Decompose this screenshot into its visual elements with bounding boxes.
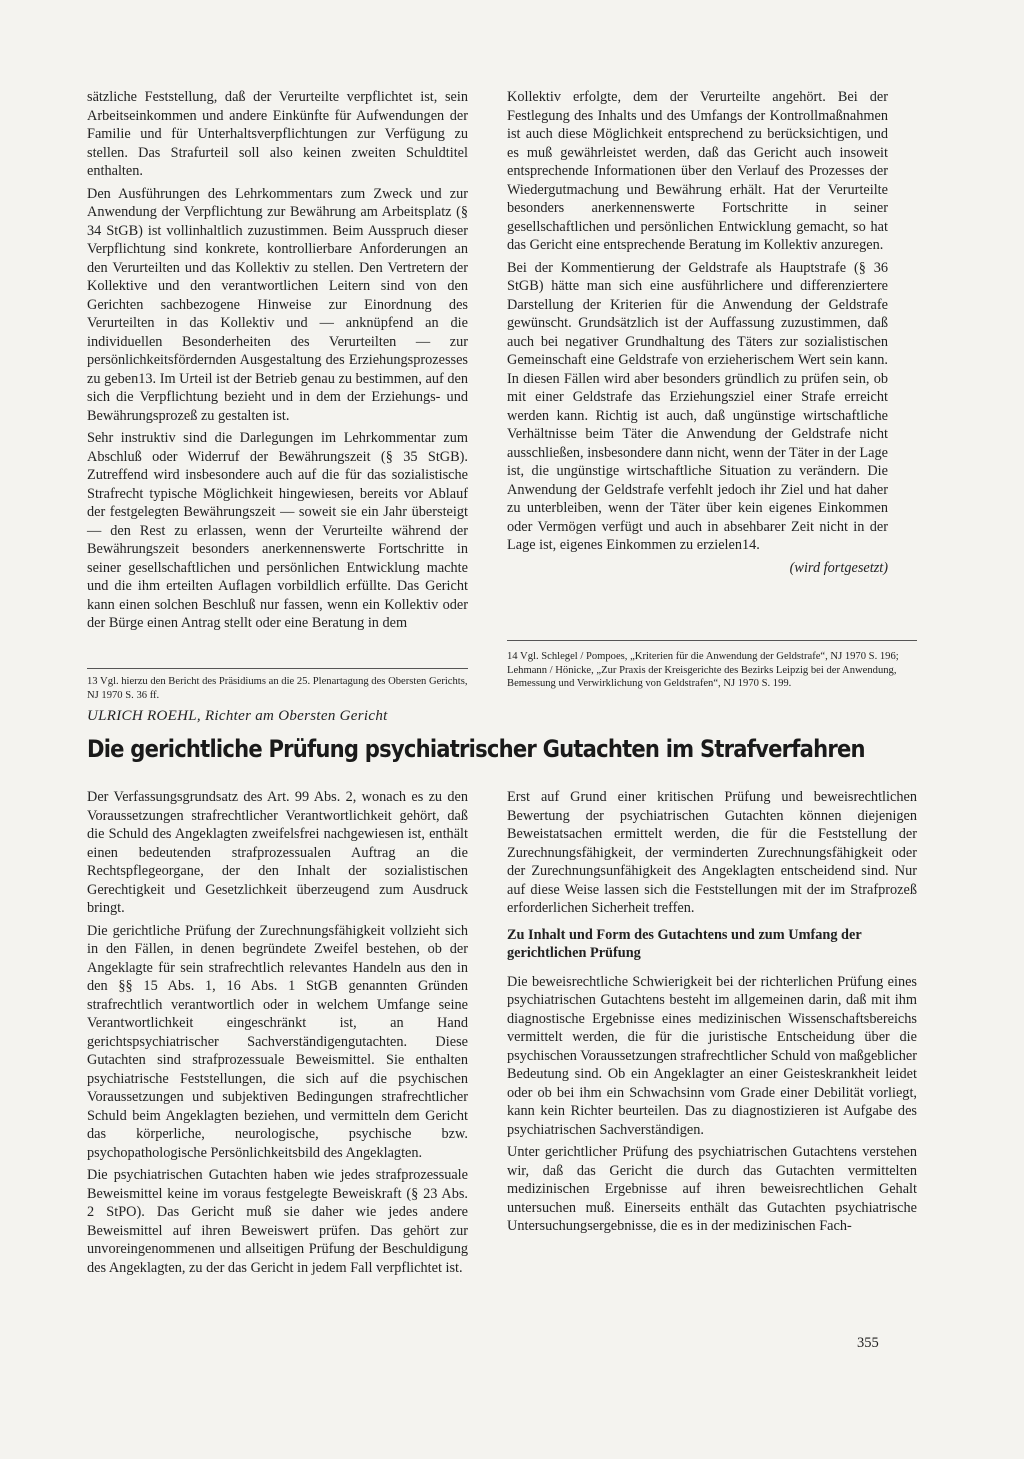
paragraph: Bei der Kommentierung der Geldstrafe als Hauptstrafe (§ 36 StGB) hätte man sich eine ausführlichere und differenziertere Darstellung der Kriterien für die Anwendung der Geldstrafe gewünscht. Grundsätzlich ist der Auffassung zuzustimmen, daß auch bei negativer Grundhaltung des Täters zur sozialistischen Gemeinschaft eine Geldstrafe von erzieherischem Wert sein kann. In diesen Fällen wird aber besonders gründlich zu prüfen sein, ob mit einer Geldstrafe das Erziehungsziel einer Strafe erreicht werden kann. Richtig ist auch, daß ungünstige wirtschaftliche Verhältnisse beim Täter die Anwendung der Geldstrafe nicht ausschließen, insbesondere dann nicht, wenn der Täter in der Lage ist, die ungünstige wirtschaftliche Situation zu verändern. Die Anwendung der Geldstrafe verfehlt jedoch ihr Ziel und hat daher zu unterbleiben, wenn der Täter über kein eigenes Einkommen oder Vermögen verfügt und auch in absehbarer Zeit nicht in der Lage ist, eigenes Einkommen zu erzielen14. — [507, 259, 888, 553]
paragraph: Der Verfassungsgrundsatz des Art. 99 Abs. 2, wonach es zu den Voraussetzungen strafrechtlicher Verantwortlichkeit gehört, daß die Schuld des Angeklagten zweifelsfrei nachgewiesen ist, enthält einen bedeutenden strafprozessualen Auftrag an die Rechtspflegeorgane, der den Inhalt der sozialistischen Gerechtigkeit und Gesetzlichkeit überzeugend zum Ausdruck bringt. — [87, 789, 468, 916]
paragraph: Die beweisrechtliche Schwierigkeit bei der richterlichen Prüfung eines psychiatrischen Gutachtens besteht im allgemeinen darin, daß mit ihm diagnostische Ergebnisse eines medizinischen Wissenschaftsbereichs vermittelt werden, die für die juristische Entscheidung über die psychischen Voraussetzungen strafrechtlicher Schuld von maßgeblicher Bedeutung sind. Ob ein Angeklagter an einer Geisteskrankheit leidet oder ob bei ihm ein Schwachsinn vom Grade einer Debilität vorliegt, kann kein Richter beurteilen. Das zu diagnostizieren ist Aufgabe des psychiatrischen Sachverständigen. — [507, 973, 917, 1138]
page-number: 355 — [857, 1335, 879, 1351]
paragraph: Die psychiatrischen Gutachten haben wie jedes strafprozessuale Beweismittel keine im voraus festgelegte Beweiskraft (§ 23 Abs. 2 StPO). Das Gericht muß sie daher wie jedes andere Beweismittel auf ihren Beweiswert prüfen. Das gehört zur unvoreingenommenen und allseitigen Prüfung der Beschuldigung des Angeklagten, zu der das Gericht in jedem Fall verpflichtet ist. — [87, 1167, 468, 1276]
upper-left-column — [87, 88, 468, 637]
paragraph: Erst auf Grund einer kritischen Prüfung und beweisrechtlichen Bewertung der psychiatrischen Gutachten können diejenigen Beweistatsachen ermittelt werden, die für die Feststellung der Zurechnungsfähigkeit, der verminderten Zurechnungsfähigkeit oder der Zurechnungsunfähigkeit des Angeklagten entscheidend sind. Nur auf diese Weise lassen sich die Feststellungen mit der im Strafprozeß erforderlichen Sicherheit treffen. — [507, 789, 917, 916]
paragraph: Die gerichtliche Prüfung der Zurechnungsfähigkeit vollzieht sich in den Fällen, in denen begründete Zweifel bestehen, ob der Angeklagte für sein strafrechtlich relevantes Handeln aus den in den §§ 15 Abs. 1, 16 Abs. 1 StGB genannten Gründen strafrechtlich verantwortlich oder in welchem Umfange seine Verantwortlichkeit eingeschränkt ist, an Hand gerichtspsychiatrischer Sachverständigengutachten. Diese Gutachten sind strafprozessuale Beweismittel. Sie enthalten psychiatrische Feststellungen, die sich auf die psychischen Voraussetzungen und subjektiven Bedingungen strafrechtlicher Schuld beim Angeklagten beziehen, und vermitteln dem Gericht das körperliche, neurologische, psychische bzw. psychopathologische Persönlichkeitsbild des Angeklagten. — [87, 922, 468, 1161]
article-right-column — [507, 788, 917, 1240]
paragraph: Den Ausführungen des Lehrkommentars zum Zweck und zur Anwendung der Verpflichtung zur Bewährung am Arbeitsplatz (§ 34 StGB) ist vollinhaltlich zuzustimmen. Beim Ausspruch dieser Verpflichtung sind konkrete, kontrollierbare Anforderungen an den Verurteilten und das Kollektiv zu stellen. Den Vertretern der Kollektive und den verantwortlichen Leitern sind von den Gerichten sachbezogene Hinweise zur Einordnung des Verurteilten in das Kollektiv und — anknüpfend an die individuellen Besonderheiten des Verurteilten — zur persönlichkeitsfördernden Ausgestaltung des Erziehungsprozesses zu geben13. Im Urteil ist der Betrieb genau zu bestimmen, auf den sich die Verpflichtung bezieht und in dem der Erziehungs- und Bewährungsprozeß zu gestalten ist. — [87, 185, 468, 424]
paragraph: Kollektiv erfolgte, dem der Verurteilte angehört. Bei der Festlegung des Inhalts und des Umfangs der Kontrollmaßnahmen ist auch diese Möglichkeit entsprechend zu berücksichtigen, und es muß gewährleistet werden, daß das Gericht auch insoweit entsprechende Informationen über den Verlauf des Prozesses der Wiedergutmachung und Bewährung erhält. Hat der Verurteilte besonders anerkennenswerte Fortschritte in seiner gesellschaftlichen und persönlichen Entwicklung gemacht, so hat das Gericht eine entsprechende Beratung im Kollektiv anzuregen. — [507, 89, 888, 253]
upper-right-column — [507, 88, 888, 581]
upper-left-footnotes — [87, 675, 468, 706]
footnote: 13 Vgl. hierzu den Bericht des Präsidiums an die 25. Plenartagung des Obersten Gerichts, NJ 1970 S. 36 ff. — [87, 676, 468, 701]
continuation-note: (wird fortgesetzt) — [789, 559, 888, 576]
paragraph: Sehr instruktiv sind die Darlegungen im Lehrkommentar zum Abschluß oder Widerruf der Bewährungszeit (§ 35 StGB). Zutreffend wird insbesondere auch auf die für das sozialistische Strafrecht typische Möglichkeit hingewiesen, bereits vor Ablauf der festgelegten Bewährungszeit — soweit sie ein Jahr übersteigt — den Rest zu erlassen, wenn der Verurteilte während der Bewährungszeit besonders anerkennenswerte Fortschritte in seiner gesellschaftlichen und persönlichen Entwicklung machte und die ihm erteilten Auflagen vorbildlich erfüllte. Das Gericht kann einen solchen Beschluß nur fassen, wenn ein Kollektiv oder der Bürge einen Antrag stellt oder eine Beratung in dem — [87, 430, 468, 631]
paragraph: sätzliche Feststellung, daß der Verurteilte verpflichtet ist, sein Arbeitseinkommen und andere Einkünfte für Aufwendungen der Familie und für Unterhaltsverpflichtungen zur Verfügung zu stellen. Das Strafurteil soll also keinen zweiten Schuldtitel enthalten. — [87, 89, 468, 179]
footnote-separator — [507, 640, 917, 641]
article-left-column — [87, 788, 468, 1281]
upper-right-footnotes — [507, 650, 917, 695]
section-heading: Zu Inhalt und Form des Gutachtens und zum Umfang der gerichtlichen Prüfung — [507, 926, 862, 961]
article-title: Die gerichtliche Prüfung psychiatrischer Gutachten im Strafverfahren — [87, 735, 865, 763]
article-byline: ULRICH ROEHL, Richter am Obersten Gericht — [87, 708, 388, 724]
paragraph: Unter gerichtlicher Prüfung des psychiatrischen Gutachtens verstehen wir, daß das Gericht die durch das Gutachten vermittelten medizinischen Ergebnisse auf ihren beweisrechtlichen Gehalt untersuchen muß. Einerseits enthält das Gutachten psychiatrische Untersuchungsergebnisse, die es in der medizinischen Fach- — [507, 1144, 917, 1234]
footnote: 14 Vgl. Schlegel / Pompoes, „Kriterien für die Anwendung der Geldstrafe“, NJ 1970 S. 196; Lehmann / Hönicke, „Zur Praxis der Kreisgerichte des Bezirks Leipzig bei der Anwendung, Bemessung und Verwirklichung von Geldstrafen“, NJ 1970 S. 199. — [507, 651, 899, 689]
footnote-separator — [87, 668, 468, 669]
